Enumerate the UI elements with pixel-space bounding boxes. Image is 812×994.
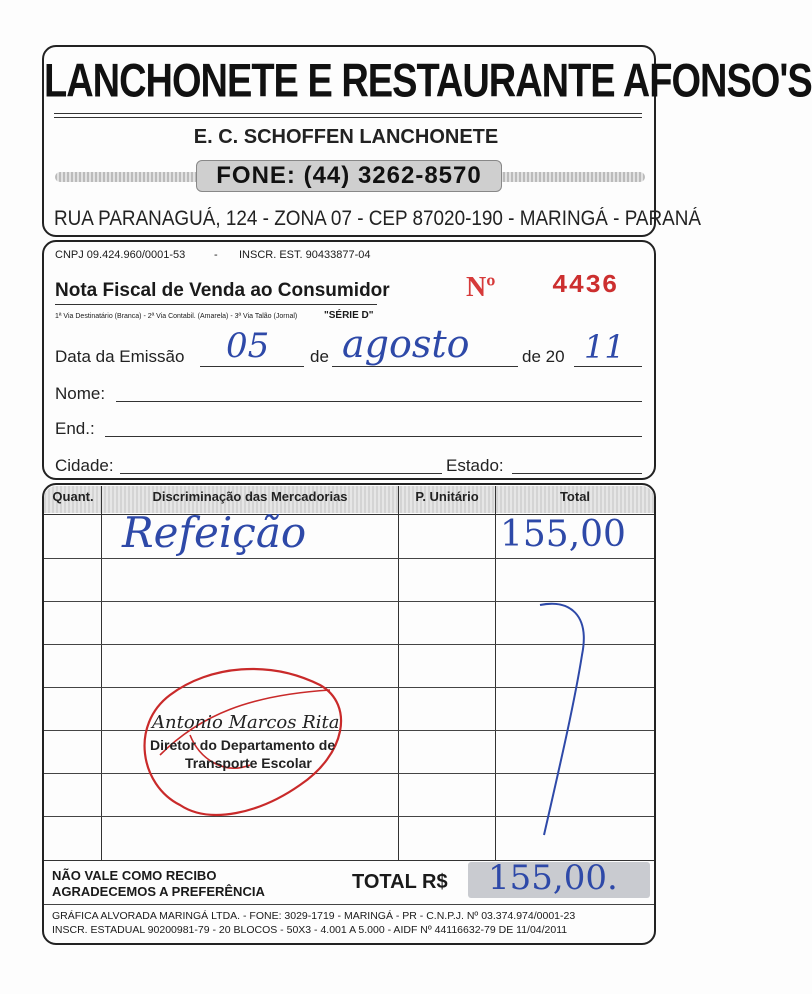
business-name: LANCHONETE E RESTAURANTE AFONSO'S bbox=[44, 55, 812, 108]
col-header-total: Total bbox=[559, 489, 591, 504]
city-line bbox=[120, 473, 442, 474]
invoice-number-label: Nº bbox=[466, 272, 496, 303]
handwritten-bracket bbox=[530, 595, 600, 845]
printer-info-line1: GRÁFICA ALVORADA MARINGÁ LTDA. - FONE: 3029-1719 - MARINGÁ - PR - C.N.P.J. Nº 03.374.974/0001-23 bbox=[52, 910, 576, 922]
phone-number: FONE: (44) 3262-8570 bbox=[196, 160, 502, 192]
address-label: End.: bbox=[55, 419, 95, 438]
stamp-role-line2: Transporte Escolar bbox=[185, 755, 312, 771]
title-underline bbox=[54, 113, 642, 118]
month-value: agosto bbox=[342, 322, 470, 366]
invoice-title-underline bbox=[55, 304, 377, 305]
row-line-1 bbox=[44, 558, 654, 559]
col-header-description: Discriminação das Mercadorias bbox=[152, 489, 348, 504]
col-header-unit-price: P. Unitário bbox=[415, 489, 479, 504]
invoice-number: 4436 bbox=[552, 270, 619, 300]
col-divider-1 bbox=[101, 486, 102, 860]
cnpj-separator: - bbox=[214, 249, 218, 261]
stamp-name: Antonio Marcos Rita bbox=[152, 712, 340, 733]
state-line bbox=[512, 473, 642, 474]
name-label: Nome: bbox=[55, 384, 106, 403]
item-total: 155,00 bbox=[500, 514, 626, 555]
col-divider-3 bbox=[495, 486, 496, 860]
address-line bbox=[105, 436, 642, 437]
business-address: RUA PARANAGUÁ, 124 - ZONA 07 - CEP 87020-190 - MARINGÁ - PARANÁ bbox=[54, 207, 702, 230]
name-line bbox=[116, 401, 642, 402]
year-line bbox=[574, 366, 642, 367]
printer-divider bbox=[44, 904, 654, 905]
col-header-quant: Quant. bbox=[52, 489, 94, 504]
date-label: Data da Emissão bbox=[55, 347, 185, 366]
cnpj: CNPJ 09.424.960/0001-53 bbox=[55, 249, 186, 261]
year-value: 11 bbox=[584, 328, 625, 366]
day-value: 05 bbox=[226, 326, 270, 366]
printer-info-line2: INSCR. ESTADUAL 90200981-79 - 20 BLOCOS - 50X3 - 4.001 A 5.000 - AIDF Nº 44116632-79 DE 11/04/2011 bbox=[52, 924, 568, 936]
state-label: Estado: bbox=[446, 456, 504, 475]
total-value: 155,00. bbox=[488, 858, 618, 898]
company-name: E. C. SCHOFFEN LANCHONETE bbox=[193, 126, 499, 148]
item-description: Refeição bbox=[122, 508, 307, 557]
invoice-title: Nota Fiscal de Venda ao Consumidor bbox=[55, 280, 390, 301]
date-de-2: de 20 bbox=[522, 347, 565, 366]
date-de-1: de bbox=[310, 347, 329, 366]
state-registration: INSCR. EST. 90433877-04 bbox=[239, 249, 371, 261]
serie-label: "SÉRIE D" bbox=[324, 310, 374, 321]
notice-not-receipt: NÃO VALE COMO RECIBO bbox=[52, 868, 217, 883]
notice-thanks: AGRADECEMOS A PREFERÊNCIA bbox=[52, 884, 265, 899]
col-divider-2 bbox=[398, 486, 399, 860]
day-line bbox=[200, 366, 304, 367]
city-label: Cidade: bbox=[55, 456, 114, 475]
copies-note: 1ª Via Destinatário (Branca) - 2ª Via Contabil. (Amarela) - 3ª Via Talão (Jornal) bbox=[55, 313, 298, 320]
month-line bbox=[332, 366, 518, 367]
total-label: TOTAL R$ bbox=[352, 871, 448, 893]
stamp-role-line1: Diretor do Departamento de bbox=[150, 737, 336, 753]
